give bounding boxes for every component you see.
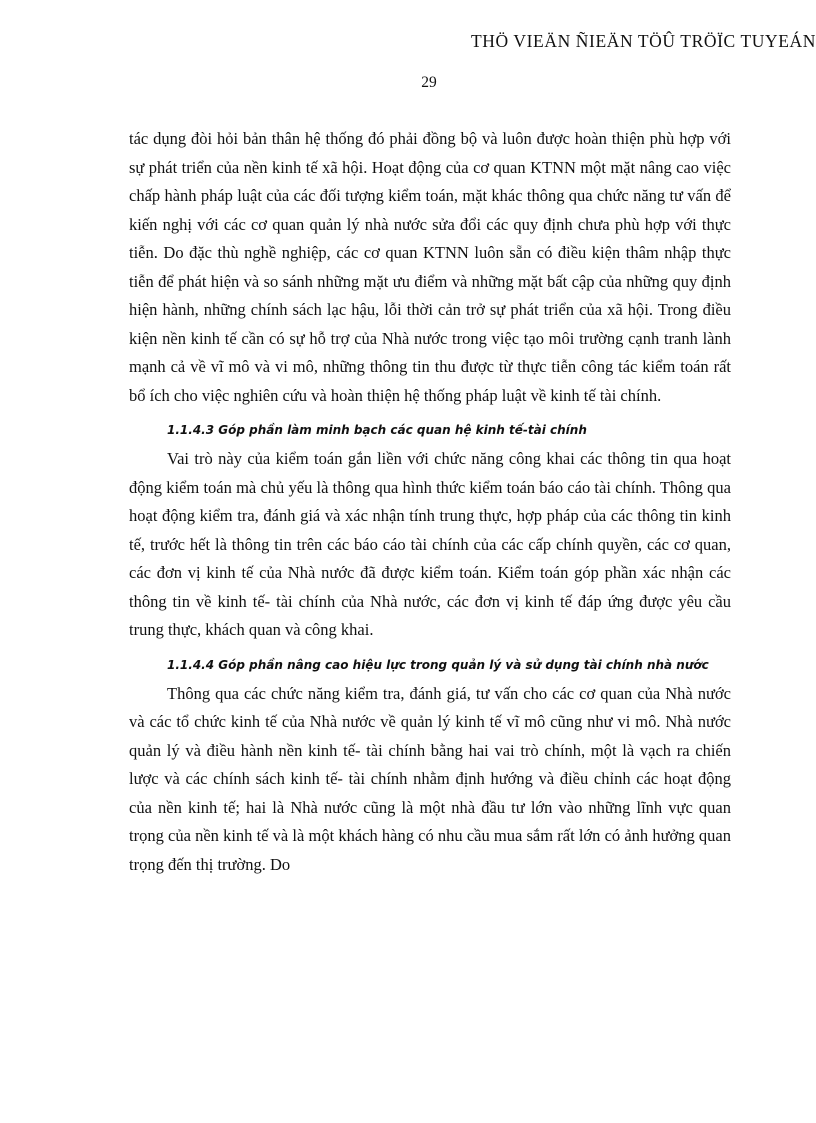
- section-heading: 1.1.4.4 Góp phần nâng cao hiệu lực trong quản lý và sử dụng tài chính nhà nước: [167, 657, 709, 672]
- body-paragraph: Thông qua các chức năng kiểm tra, đánh giá, tư vấn cho các cơ quan của Nhà nước và các tổ chức kinh tế của Nhà nước về quản lý kinh tế vĩ mô cũng như vi mô. Nhà nước quản lý và điều hành nền kinh tế- tài chính bằng hai vai trò chính, một là vạch ra chiến lược và các chính sách kinh tế- tài chính nhằm định hướng và điều chỉnh các hoạt động của nền kinh tế; hai là Nhà nước cũng là một nhà đầu tư lớn vào những lĩnh vực quan trọng của nền kinh tế và là một khách hàng có nhu cầu mua sắm rất lớn có ảnh hưởng quan trọng đến thị trường. Do: [129, 683, 731, 874]
- section-heading: 1.1.4.3 Góp phần làm minh bạch các quan hệ kinh tế-tài chính: [167, 423, 587, 437]
- page-number: 29: [421, 74, 437, 91]
- body-paragraph: tác dụng đòi hỏi bản thân hệ thống đó phải đồng bộ và luôn được hoàn thiện phù hợp với sự phát triển của nền kinh tế xã hội. Hoạt động của cơ quan KTNN một mặt nâng cao việc chấp hành pháp luật của các đối tượng kiểm toán, mặt khác thông qua chức năng tư vấn để kiến nghị với các cơ quan quản lý nhà nước sửa đổi các quy định chưa phù hợp với thực tiễn. Do đặc thù nghề nghiệp, các cơ quan KTNN luôn sẵn có điều kiện thâm nhập thực tiễn để phát hiện và so sánh những mặt ưu điểm và những mặt bất cập của những quy định hiện hành, những chính sách lạc hậu, lỗi thời cản trở sự phát triển của xã hội. Trong điều kiện nền kinh tế cần có sự hỗ trợ của Nhà nước trong việc tạo môi trường cạnh tranh lành mạnh cả về vĩ mô và vi mô, những thông tin thu được từ thực tiễn công tác kiểm toán rất bổ ích cho việc nghiên cứu và hoàn thiện hệ thống pháp luật về kinh tế tài chính.: [129, 129, 731, 405]
- body-paragraph: Vai trò này của kiểm toán gắn liền với chức năng công khai các thông tin qua hoạt động kiểm toán mà chủ yếu là thông qua hình thức kiểm toán báo cáo tài chính. Thông qua hoạt động kiểm tra, đánh giá và xác nhận tính trung thực, hợp pháp của các thông tin kinh tế, trước hết là thông tin trên các báo cáo tài chính của các cấp chính quyền, các cơ quan, các đơn vị kinh tế của Nhà nước đã được kiểm toán. Kiểm toán góp phần xác nhận các thông tin về kinh tế- tài chính của Nhà nước, các đơn vị kinh tế đáp ứng được yêu cầu trung thực, khách quan và công khai.: [129, 449, 731, 639]
- running-header: THÖ VIEÄN ÑIEÄN TÖÛ TRÖÏC TUYEÁN: [470, 31, 816, 51]
- page-body: [129, 125, 731, 879]
